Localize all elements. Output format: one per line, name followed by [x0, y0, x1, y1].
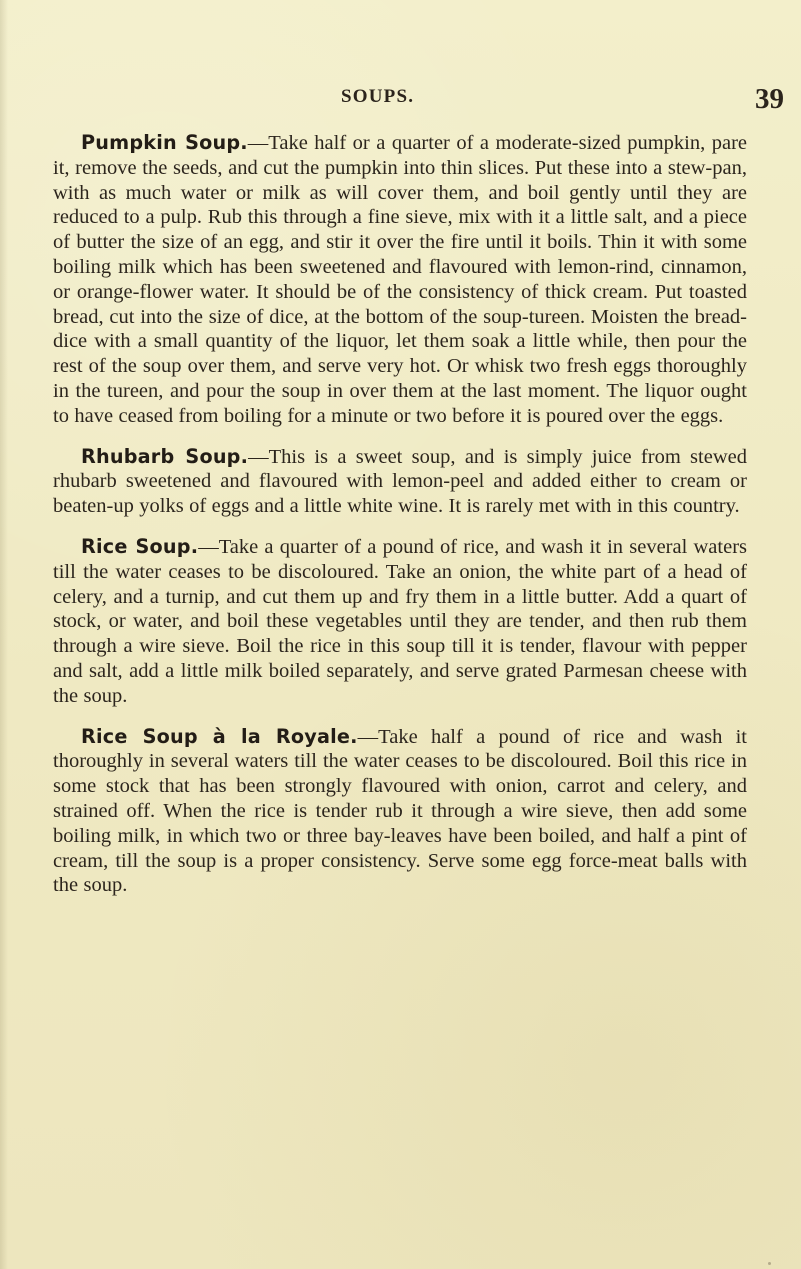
page-header	[0, 83, 801, 115]
recipe-rice-soup	[53, 535, 747, 709]
recipe-title: Rhubarb Soup.	[81, 444, 249, 468]
paper-speck	[768, 1262, 771, 1265]
page-gutter-shadow	[0, 0, 8, 1269]
recipe-rhubarb-soup	[53, 445, 747, 519]
recipe-body: —This is a sweet soup, and is simply juice from stewed rhubarb sweetened and flavoured with lemon-peel and added either to cream or beaten-up yolks of eggs and a little white wine. It is rarely met with in this country.	[53, 445, 747, 518]
running-head: SOUPS.	[341, 86, 415, 107]
recipe-body: —Take half a pound of rice and wash it thoroughly in several waters till the water ceases to be discoloured. Boil this rice in some stock that has been strongly flavoured with onion, carrot and celery, and strained off. When the rice is tender rub it through a wire sieve, then add some boiling milk, in which two or three bay-leaves have been boiled, and half a pint of cream, till the soup is a proper consistency. Serve some egg force-meat balls with the soup.	[53, 725, 747, 897]
recipe-title: Pumpkin Soup.	[81, 131, 248, 154]
page-number: 39	[755, 83, 784, 115]
recipe-rice-soup-royale	[53, 725, 747, 899]
recipe-title: Rice Soup.	[81, 534, 199, 558]
recipe-pumpkin-soup	[53, 131, 747, 429]
recipe-title: Rice Soup à la Royale.	[81, 724, 358, 748]
recipe-body: —Take half or a quarter of a moderate-sized pumpkin, pare it, remove the seeds, and cut the pumpkin into thin slices. Put these into a stew-pan, with as much water or milk as will cover them, and boil gently until they are reduced to a pulp. Rub this through a fine sieve, mix with it a little salt, and a piece of butter the size of an egg, and stir it over the fire until it boils. Thin it with some boiling milk which has been sweetened and flavoured with lemon-rind, cinnamon, or orange-flower water. It should be of the consistency of thick cream. Put toasted bread, cut into the size of dice, at the bottom of the soup-tureen. Moisten the bread-dice with a small quantity of the liquor, let them soak a little while, then pour the rest of the soup over them, and serve very hot. Or whisk two fresh eggs thoroughly in the tureen, and pour the soup in over them at the last moment. The liquor ought to have ceased from boiling for a minute or two before it is poured over the eggs.	[53, 132, 747, 427]
recipe-body: —Take a quarter of a pound of rice, and wash it in several waters till the water ceases to be discoloured. Take an onion, the white part of a head of celery, and a turnip, and cut them up and fry them in a little butter. Add a quart of stock, or water, and boil these vegetables until they are tender, and then rub them through a wire sieve. Boil the rice in this soup till it is tender, flavour with pepper and salt, add a little milk boiled separately, and serve grated Parmesan cheese with the soup.	[53, 535, 748, 707]
recipe-list	[53, 131, 747, 914]
